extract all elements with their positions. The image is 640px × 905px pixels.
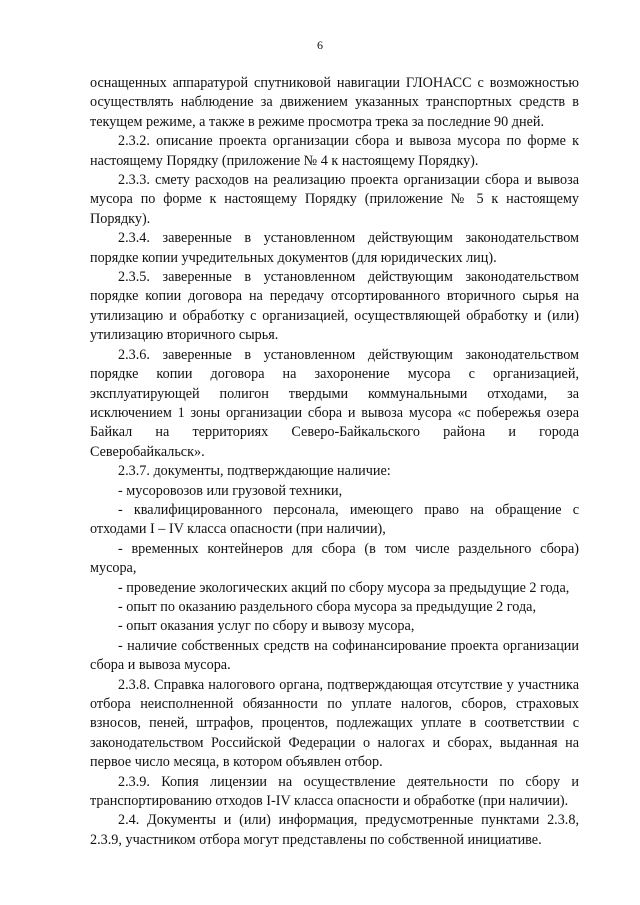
list-item: - временных контейнеров для сбора (в том числе раздельного сбора) мусора, bbox=[90, 540, 579, 577]
paragraph: 2.3.2. описание проекта организации сбора и вывоза мусора по форме к настоящему Порядку (приложение № 4 к настоящему Порядку). bbox=[90, 133, 579, 169]
paragraph: оснащенных аппаратурой спутниковой навигации ГЛОНАСС с возможностью осуществлять наблюдение за движением указанных транспортных средств в текущем режиме, а также в режиме просмотра трека за последние 90 дней. bbox=[90, 75, 579, 130]
list-item: - наличие собственных средств на софинансирование проекта организации сбора и вывоза мусора. bbox=[90, 637, 579, 674]
list-item: - мусоровозов или грузовой техники, bbox=[118, 482, 343, 499]
paragraph: 2.3.9. Копия лицензии на осуществление деятельности по сбору и транспортированию отходов I-IV класса опасности и обработке (при наличии). bbox=[90, 773, 579, 810]
paragraph: 2.3.8. Справка налогового органа, подтверждающая отсутствие у участника отбора неисполненной обязанности по уплате налогов, сборов, страховых взносов, пеней, штрафов, процентов, подлежащих уплате в соответствии с законодательством Российской Федерации о налогах и сборах, выданная на первое число месяца, в котором объявлен отбор. bbox=[90, 676, 579, 771]
paragraph: 2.3.4. заверенные в установленном действующим законодательством порядке копии учредительных документов (для юридических лиц). bbox=[90, 230, 579, 266]
list-item: - опыт по оказанию раздельного сбора мусора за предыдущие 2 года, bbox=[118, 598, 537, 615]
paragraph: 2.3.6. заверенные в установленном действующим законодательством порядке копии договора на захоронение мусора с организацией, эксплуатирующей полигон твердыми коммунальными отходами, за исключением 1 зоны организации сбора и вывоза мусора «с побережья озера Байкал на территориях Северо-Байкальского района и города Северобайкальск». bbox=[90, 346, 579, 460]
paragraph: 2.3.5. заверенные в установленном действующим законодательством порядке копии договора на передачу отсортированного вторичного сырья на утилизацию и обработку с организацией, осуществляющей обработку и (или) утилизацию вторичного сырья. bbox=[90, 269, 579, 344]
page-number: 6 bbox=[317, 38, 323, 52]
list-item: - опыт оказания услуг по сбору и вывозу мусора, bbox=[118, 618, 415, 635]
list-item: - проведение экологических акций по сбору мусора за предыдущие 2 года, bbox=[118, 579, 570, 596]
list-item: - квалифицированного персонала, имеющего право на обращение с отходами I – IV класса опасности (при наличии), bbox=[90, 501, 579, 538]
document-body bbox=[90, 74, 579, 850]
paragraph: 2.3.3. смету расходов на реализацию проекта организации сбора и вывоза мусора по форме к настоящему Порядку (приложение № 5 к настоящему Порядку). bbox=[90, 172, 579, 227]
paragraph: 2.4. Документы и (или) информация, предусмотренные пунктами 2.3.8, 2.3.9, участником отбора могут представлены по собственной инициативе. bbox=[90, 812, 579, 848]
paragraph: 2.3.7. документы, подтверждающие наличие: bbox=[118, 463, 391, 480]
